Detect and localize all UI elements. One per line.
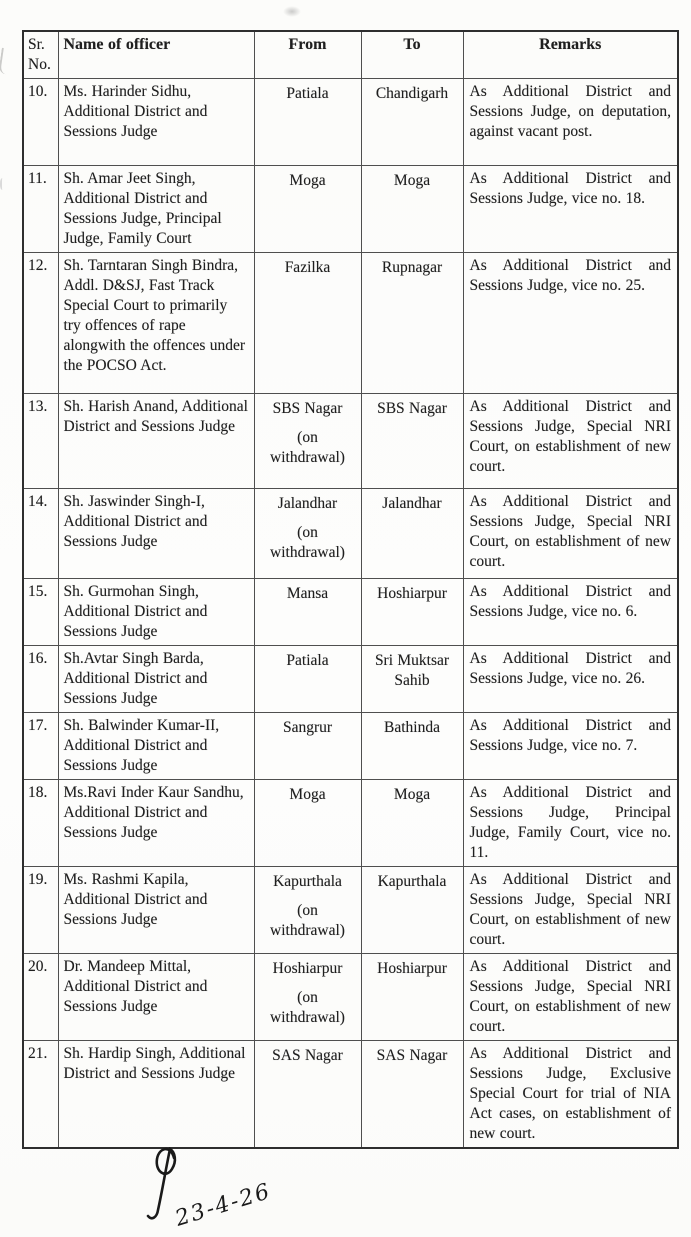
table-row	[23, 489, 678, 579]
table-row	[23, 579, 678, 646]
from-note: (on withdrawal)	[270, 902, 345, 939]
name-cell: Sh. Hardip Singh, Additional District and Sessions Judge	[58, 1041, 254, 1149]
remarks-cell: As Additional District and Sessions Judge, vice no. 25.	[463, 253, 678, 394]
remarks-cell: As Additional District and Sessions Judge, Special NRI Court, on establishment of new court.	[463, 954, 678, 1041]
name-cell: Sh. Gurmohan Singh, Additional District and Sessions Judge	[58, 579, 254, 646]
from-cell	[254, 713, 361, 780]
to-cell: Sri Muktsar Sahib	[361, 646, 463, 713]
remarks-cell: As Additional District and Sessions Judge, on deputation, against vacant post.	[463, 79, 678, 166]
to-cell: Jalandhar	[361, 489, 463, 579]
from-cell	[254, 954, 361, 1041]
col-header-name: Name of officer	[58, 31, 254, 79]
sr-no-cell: 20.	[23, 954, 58, 1041]
from-place: Kapurthala	[273, 873, 342, 890]
remarks-cell: As Additional District and Sessions Judge, vice no. 18.	[463, 166, 678, 253]
name-cell: Sh. Harish Anand, Additional District and Sessions Judge	[58, 394, 254, 489]
from-cell	[254, 166, 361, 253]
sr-no-cell: 19.	[23, 867, 58, 954]
remarks-cell: As Additional District and Sessions Judge, vice no. 26.	[463, 646, 678, 713]
from-place: Moga	[289, 172, 326, 189]
from-place: Moga	[289, 786, 326, 803]
table-row	[23, 166, 678, 253]
col-header-from: From	[254, 31, 361, 79]
table-row	[23, 713, 678, 780]
sr-no-cell: 12.	[23, 253, 58, 394]
remarks-cell: As Additional District and Sessions Judge, Principal Judge, Family Court, vice no. 11.	[463, 780, 678, 867]
from-cell	[254, 579, 361, 646]
name-cell: Dr. Mandeep Mittal, Additional District and Sessions Judge	[58, 954, 254, 1041]
remarks-cell: As Additional District and Sessions Judge, vice no. 7.	[463, 713, 678, 780]
sr-no-cell: 18.	[23, 780, 58, 867]
signature	[120, 1136, 310, 1236]
from-place: Hoshiarpur	[272, 960, 343, 977]
from-note: (on withdrawal)	[270, 429, 345, 466]
to-cell: SAS Nagar	[361, 1041, 463, 1149]
name-cell: Ms. Rashmi Kapila, Additional District and Sessions Judge	[58, 867, 254, 954]
table-row	[23, 646, 678, 713]
table-row	[23, 1041, 678, 1149]
col-header-sr-no: Sr. No.	[23, 31, 58, 79]
name-cell: Sh. Balwinder Kumar-II, Additional District and Sessions Judge	[58, 713, 254, 780]
from-note: (on withdrawal)	[270, 524, 345, 561]
name-cell: Sh. Jaswinder Singh-I, Additional District and Sessions Judge	[58, 489, 254, 579]
from-cell	[254, 489, 361, 579]
to-cell: Hoshiarpur	[361, 954, 463, 1041]
from-cell	[254, 1041, 361, 1149]
table-row	[23, 253, 678, 394]
from-cell	[254, 79, 361, 166]
col-header-remarks: Remarks	[463, 31, 678, 79]
remarks-cell: As Additional District and Sessions Judge, Special NRI Court, on establishment of new court.	[463, 394, 678, 489]
header-row	[23, 31, 678, 79]
scan-smudge	[283, 6, 301, 17]
from-place: SBS Nagar	[272, 400, 343, 417]
name-cell: Sh. Tarntaran Singh Bindra, Addl. D&SJ, Fast Track Special Court to primarily try offences of rape alongwith the offences under the POCSO Act.	[58, 253, 254, 394]
name-cell: Ms.Ravi Inder Kaur Sandhu, Additional District and Sessions Judge	[58, 780, 254, 867]
name-cell: Sh.Avtar Singh Barda, Additional District and Sessions Judge	[58, 646, 254, 713]
to-cell: Moga	[361, 166, 463, 253]
to-cell: Rupnagar	[361, 253, 463, 394]
sr-no-cell: 13.	[23, 394, 58, 489]
to-cell: Bathinda	[361, 713, 463, 780]
table-row	[23, 954, 678, 1041]
scan-edge-artifact	[0, 48, 10, 75]
from-cell	[254, 253, 361, 394]
from-cell	[254, 646, 361, 713]
from-note: (on withdrawal)	[270, 989, 345, 1026]
from-cell	[254, 394, 361, 489]
sr-no-cell: 14.	[23, 489, 58, 579]
table-row	[23, 780, 678, 867]
from-place: Patiala	[286, 652, 329, 669]
signature-stroke	[148, 1149, 175, 1218]
table-row	[23, 867, 678, 954]
remarks-cell: As Additional District and Sessions Judge, Exclusive Special Court for trial of NIA Act cases, on establishment of new court.	[463, 1041, 678, 1149]
sr-no-cell: 11.	[23, 166, 58, 253]
from-place: SAS Nagar	[272, 1047, 343, 1064]
table-row	[23, 394, 678, 489]
to-cell: Hoshiarpur	[361, 579, 463, 646]
signature-date: 23-4-26	[172, 1178, 275, 1232]
from-cell	[254, 867, 361, 954]
remarks-cell: As Additional District and Sessions Judge, vice no. 6.	[463, 579, 678, 646]
from-place: Fazilka	[284, 259, 331, 276]
from-place: Jalandhar	[277, 495, 338, 512]
from-place: Sangrur	[282, 719, 333, 736]
col-header-to: To	[361, 31, 463, 79]
to-cell: Chandigarh	[361, 79, 463, 166]
name-cell: Ms. Harinder Sidhu, Additional District and Sessions Judge	[58, 79, 254, 166]
sr-no-cell: 17.	[23, 713, 58, 780]
sr-no-cell: 21.	[23, 1041, 58, 1149]
scan-edge-artifact	[0, 178, 6, 190]
sr-no-cell: 10.	[23, 79, 58, 166]
to-cell: Moga	[361, 780, 463, 867]
from-place: Mansa	[286, 585, 329, 602]
sr-no-cell: 15.	[23, 579, 58, 646]
from-place: Patiala	[286, 85, 329, 102]
remarks-cell: As Additional District and Sessions Judge, Special NRI Court, on establishment of new court.	[463, 489, 678, 579]
to-cell: Kapurthala	[361, 867, 463, 954]
table-row	[23, 79, 678, 166]
sr-no-cell: 16.	[23, 646, 58, 713]
name-cell: Sh. Amar Jeet Singh, Additional District and Sessions Judge, Principal Judge, Family Court	[58, 166, 254, 253]
remarks-cell: As Additional District and Sessions Judge, Special NRI Court, on establishment of new court.	[463, 867, 678, 954]
from-cell	[254, 780, 361, 867]
officer-transfer-table	[22, 30, 679, 1149]
to-cell: SBS Nagar	[361, 394, 463, 489]
